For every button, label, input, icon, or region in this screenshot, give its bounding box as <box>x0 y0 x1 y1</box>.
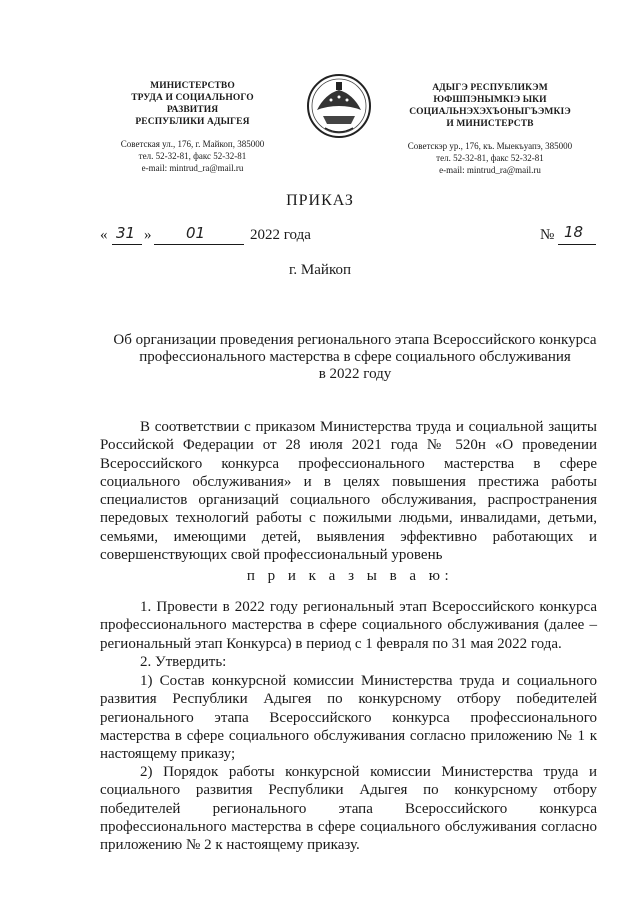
item-2-2-paragraph: 2) Порядок работы конкурсной комиссии Министерства труда и социального развития Республики Адыгея по конкурсному отбору победителей регионального этапа Всероссийского конкурса профессионального мастерства в сфере социального обслуживания согласно приложению № 2 к настоящему приказу. <box>100 764 597 854</box>
subject-line: профессионального мастерства в сфере социального обслуживания <box>139 349 571 365</box>
preamble-paragraph: В соответствии с приказом Министерства труда и социальной защиты Российской Федерации от 28 июля 2021 года № 520н «О проведении Всероссийского конкурса профессионального мастерства в сфере социального обслуживания» и в целях повышения престижа работы специалистов организаций социального обслуживания, распространения передовых технологий работы с пожилыми людьми, инвалидами, детьми, семьями, имеющими детей, выявления эффективно работающих и совершенствующих свой профессиональный уровень <box>100 419 597 564</box>
item-2-1-paragraph: 1) Состав конкурсной комиссии Министерства труда и социального развития Республики Адыгея по конкурсному отбору победителей регионального этапа Всероссийского конкурса профессионального мастерства в сфере социального обслуживания согласно приложению № 1 к настоящему приказу; <box>100 673 597 763</box>
header-right-block <box>390 82 590 176</box>
org-line: РАЗВИТИЯ <box>166 105 219 115</box>
org-name-russian <box>100 80 285 128</box>
org-name-adyghe <box>390 82 590 130</box>
phone-line: тел. 52-32-81, факс 52-32-81 <box>138 151 247 161</box>
number-underline <box>558 244 596 245</box>
subject-line: Об организации проведения регионального этапа Всероссийского конкурса <box>113 332 597 348</box>
coat-of-arms-icon <box>305 70 373 142</box>
address-line: Советскэр ур., 176, къ. Мыекъуапэ, 385000 <box>407 141 573 151</box>
org-line: ЮФШПЭНЫМКIЭ ЫКИ <box>433 95 547 105</box>
document-title: ПРИКАЗ <box>286 192 354 209</box>
item-1-paragraph: 1. Провести в 2022 году региональный этап Всероссийского конкурса профессионального мастерства в сфере социального обслуживания (далее – региональный этап Конкурса) в период с 1 февраля по 31 мая 2022 года. <box>100 599 597 652</box>
number-label: № <box>540 227 555 243</box>
address-line: Советская ул., 176, г. Майкоп, 385000 <box>120 139 265 149</box>
org-line: РЕСПУБЛИКИ АДЫГЕЯ <box>135 117 250 127</box>
date-month: 01 <box>186 224 206 242</box>
header-left-block <box>100 80 285 174</box>
phone-line: тел. 52-32-81, факс 52-32-81 <box>436 153 544 163</box>
city: г. Майкоп <box>288 262 352 278</box>
date-day: 31 <box>116 224 136 242</box>
document-subject <box>110 332 600 383</box>
date-open-quote: « <box>100 227 108 243</box>
order-word: п р и к а з ы в а ю: <box>246 568 454 584</box>
address-adyghe <box>390 140 590 176</box>
date-number-row <box>100 225 600 249</box>
month-underline <box>154 244 244 245</box>
email-line: e-mail: mintrud_ra@mail.ru <box>439 165 541 175</box>
address-russian <box>100 138 285 174</box>
item-2-paragraph: 2. Утвердить: <box>140 654 227 670</box>
org-line: СОЦИАЛЬНЭХЭХЪОНЫГЪЭМКIЭ <box>409 107 571 117</box>
org-line: АДЫГЭ РЕСПУБЛИКЭМ <box>432 83 548 93</box>
date-close-quote: » <box>144 227 152 243</box>
email-line: e-mail: mintrud_ra@mail.ru <box>141 163 244 173</box>
subject-line: в 2022 году <box>318 366 392 382</box>
org-line: ТРУДА И СОЦИАЛЬНОГО <box>131 93 254 103</box>
day-underline <box>112 244 142 245</box>
date-year: 2022 года <box>250 227 311 243</box>
document-number: 18 <box>564 223 584 241</box>
org-line: И МИНИСТЕРСТВ <box>446 119 534 129</box>
org-line: МИНИСТЕРСТВО <box>150 81 235 91</box>
